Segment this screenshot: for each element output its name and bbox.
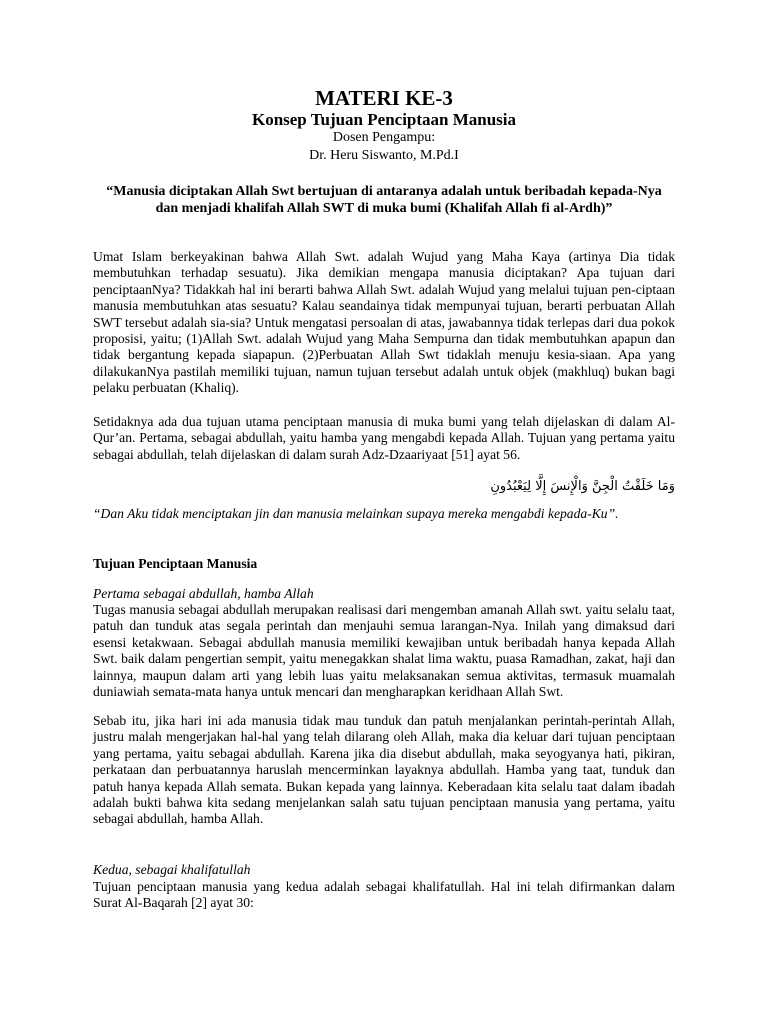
arabic-verse: وَمَا خَلَقْتُ الْجِنَّ وَالْإِنسَ إِلَّا لِيَعْبُدُونِ — [490, 479, 675, 494]
lecturer-label: Dosen Pengampu: — [332, 130, 436, 145]
page-subtitle: Konsep Tujuan Penciptaan Manusia — [251, 110, 517, 129]
khalifatullah-paragraph: Tujuan penciptaan manusia yang kedua adalah sebagai khalifatullah. Hal ini telah difirmankan dalam Surat Al-Baqarah [2] ayat 30: — [93, 879, 675, 911]
lecturer-name: Dr. Heru Siswanto, M.Pd.I — [309, 148, 459, 163]
abdullah-paragraph-2: Sebab itu, jika hari ini ada manusia tidak mau tunduk dan patuh menjalankan perintah-perintah Allah, justru malah mengerjakan hal-hal yang telah dilarang oleh Allah, maka dia keluar dari tujuan penciptaan yang pertama, yaitu sebagai abdullah. Karena jika dia disebut abdullah, maka seyogyanya hati, pikiran, perkataan dan perbuatannya haruslah mencerminkan layaknya abdullah. Hamba yang taat, tunduk dan patuh hanya kepada Allah semata. Bukan kepada yang lainnya. Keberadaan kita selalu taat dalam ibadah adalah bukti bahwa kita sedang menjelankan salah satu tujuan penciptaan manusia yang pertama, yaitu sebagai abdullah, hamba Allah. — [93, 713, 675, 827]
abdullah-paragraph: Tugas manusia sebagai abdullah merupakan realisasi dari mengemban amanah Allah swt. yaitu selalu taat, patuh dan tunduk atas segala perintah dan menjauhi semua larangan-Nya. Inilah yang dimaksud dari esensi ketakwaan. Sebagai abdullah manusia memiliki kewajiban untuk beribadah hanya kepada Allah Swt. baik dalam pengertian sempit, yaitu menegakkan shalat lima waktu, puasa Ramadhan, zakat, haji dan lainnya, maupun dalam arti yang lebih luas yaitu melaksanakan semua aktivitas, termasuk muamalah duniawiah semata-mata hanya untuk mencari dan mengharapkan keridhaan Allah Swt. — [93, 602, 675, 700]
two-purposes-paragraph: Setidaknya ada dua tujuan utama penciptaan manusia di muka bumi yang telah dijelaskan di dalam Al-Qur’an. Pertama, sebagai abdullah, yaitu hamba yang mengabdi kepada Allah. Tujuan yang pertama yaitu sebagai abdullah, telah dijelaskan di dalam surah Adz-Dzaariyaat [51] ayat 56. — [93, 414, 675, 462]
motto-quote: “Manusia diciptakan Allah Swt bertujuan di antaranya adalah untuk beribadah kepada-Nya dan menjadi khalifah Allah SWT di muka bumi (Khalifah Allah fi al-Ardh)” — [106, 184, 662, 216]
section-heading: Tujuan Penciptaan Manusia — [93, 556, 258, 571]
subheading-khalifatullah: Kedua, sebagai khalifatullah — [93, 862, 251, 877]
page-title: MATERI KE-3 — [315, 86, 453, 110]
intro-paragraph: Umat Islam berkeyakinan bahwa Allah Swt. adalah Wujud yang Maha Kaya (artinya Dia tidak membutuhkan terhadap sesuatu). Jika demikian mengapa manusia diciptakan? Apa tujuan dari penciptaanNya? Tidakkah hal ini berarti bahwa Allah Swt. adalah Wujud yang melalui tujuan pen-ciptaan manusia membutuhkan atas sesuatu? Kalau seandainya tidak mempunyai tujuan, berarti perbuatan Allah SWT tersebut adalah sia-sia? Untuk mengatasi persoalan di atas, jawabannya tidak terlepas dari dua pokok proposisi, yaitu; (1)Allah Swt. adalah Wujud yang Maha Sempurna dan tidak membutuhkan apapun dan tidak bergantung kepada siapapun. (2)Perbuatan Allah Swt tidaklah menuju kesia-siaan. Apa yang dilakukanNya pastilah memiliki tujuan, namun tujuan tersebut adalah untuk objek (makhluq) bukan bagi pelaku perbuatan (Khaliq). — [93, 249, 675, 396]
verse-translation: “Dan Aku tidak menciptakan jin dan manusia melainkan supaya mereka mengabdi kepada-Ku”. — [93, 506, 619, 521]
subheading-abdullah: Pertama sebagai abdullah, hamba Allah — [93, 586, 314, 601]
